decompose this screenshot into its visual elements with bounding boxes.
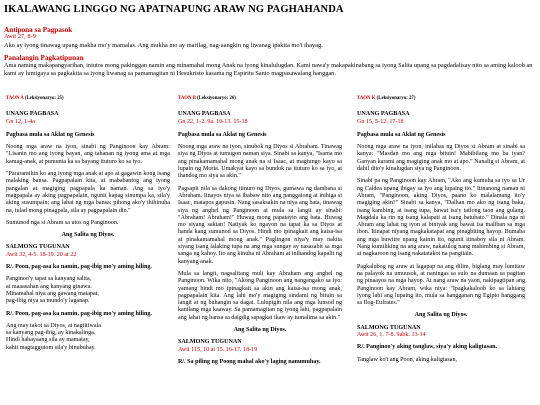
reading-closing: Ang Salita ng Diyos.: [61, 232, 115, 239]
column-taon-a: [6, 95, 170, 357]
panalangin-text: Ama naming makapangyarihan, iniutos mong pakinggan namin ang minamahal mong Anak na iyong kinalulugdan. Kami nawa'y makapakinabang sa iyong Salita upang sa pagdadalisay nito sa aming kaloob an kami ay lumigaya sa pagkakita sa iyong liwanag sa pamamagitan ni Hesukristo kasama ng Espiritu Santo magpasawalang hanggan.: [4, 62, 533, 77]
psalm-stanza: [357, 357, 525, 364]
panalangin-heading: Panalangin Pagkatipunan: [4, 54, 84, 62]
antipona-text: Ako ay iyong tinawag upang makha mo'y mamalas. Ang mukha mo ay marilag, nag-aangkin ng liwanag ipakita mo't ihayag.: [4, 42, 323, 49]
reading-ref: Gn 15, 5-12. 17-18: [357, 118, 404, 125]
reading-paragraph: Pagsapit nila sa dakong itinuro ng Diyos, gumawa ng dambana si Abraham. Iinayos niya sa ibabaw nito ang panggatong at inihiga si Isaac, matapos gapusin. Nang sasaksakin na niya ang bata, tinawag siya ng anghel ng Panginoon at mula sa langit ay sinabi: "Abraham! Abraham!" Huwag mong papatayin ang bata. Huwag mo siyang saktan! Natiyak ko ngayon na tapat ka sa Diyos at handa kang sumunod sa Diyos. Hindi mo ipinagkait ang kaisa-isa at pinakamamahal mong anak." Paglingon niya'y may nakita siyang isang lalaking tupa na ang mga sungay ay nasasabit sa mga sanga ng kahoy. Ito ang kinuha ni Abraham at inihandog kapalit ng kanyang anak.: [178, 185, 342, 265]
reading-paragraph: "Pararamihin ko ang iyong mga anak at apo at gagawin kong isang malaking bansa. Pagpapalain kita, at mababantog ang iyong pangalan at magiging pagpapala ka naman. Ang sa iyo'y magpapala ay aking pagpapalain, ngunit kapag sinumpa ka, sila'y aking susumpain; ang lahat ng mga bansa: pihong ako'y ihihinuha na, tulad mong pinagpala, sila ay pagpapalain din.": [6, 171, 170, 214]
psalm-ref: Awit 26, 1. 7-8. 9abk. 13-14: [357, 332, 426, 339]
stanza-line: Tanglaw ko't ang Poon, aking kaligtasan,: [357, 356, 458, 363]
reading-paragraph: Sinabi pa ng Panginoon kay Abram, "Ako ang kumuha sa iyo sa Ur ng Caldea upang ibigay sa iyo ang lupaing ito." Itinanong naman ni Abram, "Panginoon, aking Diyos, paano ko malalamang ito'y magiging akin?" Sinabi sa kanya, "Dalhan mo ako ng isang baka, isang kambing, at isang tupa, bawat isa'y tatlong taon ang gulang. Magdala ka rin ng isang kalapati at isang batubato." Dinala nga ni Abram ang lahat ng iyon at biniyak ang bawat isa maliban sa mga ibon. Itinapat niyang magkakatapat ang pinagbiting hayop. Bumaba ang mga buwitre upang kainin ito, ngunit itinaboy sila ni Abram. Nang kumiliking na ang araw, nakatulog nang mahimbing si Abram, at nagkaroon ng isang nakatatakot na pangitain.: [357, 178, 525, 258]
psalm-response: R/. Panginoo'y aking tanglaw, siya'y aking kaligtasan.: [357, 344, 498, 351]
cycle-name: TAON A: [6, 96, 24, 101]
column-taon-k: [357, 95, 525, 369]
reading-ref: Gn 12, 1-4a: [6, 118, 35, 125]
cycle-name: TAON B: [178, 96, 196, 101]
psalm-response: R/. Poon, pag-asa ka namin, pag-ibig mo'y aming hiling.: [6, 264, 152, 271]
reading-paragraph: Sumunod nga si Abram sa utos ng Panginoon.: [6, 219, 119, 226]
psalm-stanza: [6, 323, 170, 352]
cycle-note: (Leksiyonaryo: 26): [197, 96, 236, 101]
column-taon-b: [178, 95, 342, 371]
reading-title: Pagbasa mula sa Aklat ng Genesis: [178, 131, 267, 138]
cycle-name: TAON K: [357, 96, 376, 101]
reading-heading: UNANG PAGBASA: [178, 111, 231, 118]
reading-paragraph: Pagkalubog ng araw at lagapap na ang dilim, biglang may lumitaw na palayok na umuusok, at naningas sa sulo na dumaan sa pagitan ng pinaayos na mga hayop. At nang araw na yaon, nakipagtipan ang Panginoon kay Abram, wika niya: "Ipagkakaloob ko sa lahiang iyong lahi ang lupaing ito, mula sa hangganan ng Egipto hanggang sa Ilog-Eufrates.": [357, 263, 525, 307]
reading-closing: Ang Salita ng Diyos.: [233, 327, 287, 334]
cycle-note: (Leksiyonaryo: 27): [376, 96, 416, 101]
reading-title: Pagbasa mula sa Aklat ng Genesis: [357, 131, 446, 138]
psalm-heading: SALMONG TUGUNAN: [178, 339, 242, 346]
stanza-line: at maaasahan ang kanyang ginawa.: [6, 283, 92, 290]
stanza-line: kahit magtaggutom sila'y binubuhay.: [6, 344, 96, 351]
stanza-line: pag-ibig niya sa mundo'y laganap.: [6, 298, 90, 305]
antipona-heading: Antipona sa Pagpasok: [4, 26, 73, 34]
psalm-ref: Awit 115, 10 at 15. 16-17. 18-19: [178, 346, 258, 353]
reading-title: Pagbasa mula sa Aklat ng Genesis: [6, 131, 95, 138]
psalm-response: R/. Poon, pag-asa ka namin, pag-ibig mo'y aming hiling.: [6, 310, 152, 317]
cycle-label: [6, 95, 170, 102]
reading-closing: Ang Salita ng Diyos.: [414, 312, 468, 319]
stanza-line: Panginoo'y tapat sa kanyang salita,: [6, 276, 92, 283]
cycle-label: [357, 95, 525, 102]
reading-ref: Gn 22, 1-2. 9a. 10-13. 15-18: [178, 118, 248, 125]
stanza-line: sa kanyang pag-ibig, ay kinakalinga.: [6, 330, 96, 337]
psalm-heading: SALMONG TUGUNAN: [357, 324, 421, 331]
antipona-ref: Awit 27, 8-9: [4, 33, 36, 40]
reading-paragraph: Noong mga araw na iyon, sinabi ng Panginoon kay Abram: "Lisanin mo ang iyong bayan, ang tahanan ng iyong ama at mga kamag-anak, at pumunta ka sa bayang ituturo ko sa iyo.: [6, 144, 170, 165]
stanza-line: Ang may takot sa Diyos, at nagtitiwala: [6, 322, 101, 329]
reading-paragraph: Noong mga araw na iyon, sinubok ng Diyos si Abraham. Tinawag siya ng Diyos at tumugon naman siya. Sinabi sa kanya, "Isama mo ang pinakamamahal mong anak na si Isaac, at magtungo kayo sa lupain ng Moria. Umakyat kayo sa bundok na ituturo ko sa iyo, at ihandog mo siya sa akin.": [178, 144, 342, 180]
reading-heading: UNANG PAGBASA: [357, 111, 410, 118]
reading-heading: UNANG PAGBASA: [6, 111, 59, 118]
cycle-label: [178, 95, 342, 102]
reading-paragraph: Noong mga araw na iyon, inilabas ng Diyos si Abram at sinabi sa kanya: "Masdan mo ang mga bituin! Mabibilang mo ba iyan? Ganyan karami ang magiging anak mo at apo." Nanalig si Abram, at dahil dito'y kinalugdan siya ng Panginoon.: [357, 144, 525, 173]
psalm-stanza: [6, 276, 170, 305]
stanza-line: Minamahal niya ang gawang matapat,: [6, 290, 99, 297]
psalm-response: R/. Sa piling ng Poong mahal ako'y laging nanumuhay.: [178, 358, 321, 365]
reading-paragraph: Mula sa langit, nagsalitang muli kay Abraham ang anghel ng Panginoon. Wika nito, "Akong Panginoon ang nangangako sa iyo: yamang hindi mo ipinagkait sa akin ang kaisa-isa mong anak, pagpapalain kita. Ang lahi mo'y magiging sindami ng bituin sa langit at ng buhangin sa dagat. Lulupigin nila ang mga lunsod ng kanilang mga kaaway. Sa pamamagitan ng iyong lahi, pagpapalain ang lahat ng bansa sa daigdig sapagkat ikaw ay tumalima sa akin.": [178, 270, 342, 321]
cycle-note: (Leksiyonaryo: 25): [24, 96, 64, 101]
psalm-heading: SALMONG TUGUNAN: [6, 244, 70, 251]
stanza-line: Hindi hahayaang sila ay mamatay,: [6, 337, 90, 344]
page-title: IKALAWANG LINGGO NG APATNAPUNG ARAW NG PAGHAHANDA: [4, 4, 344, 15]
psalm-ref: Awit 32, 4-5. 18-19. 20 at 22: [6, 251, 77, 258]
